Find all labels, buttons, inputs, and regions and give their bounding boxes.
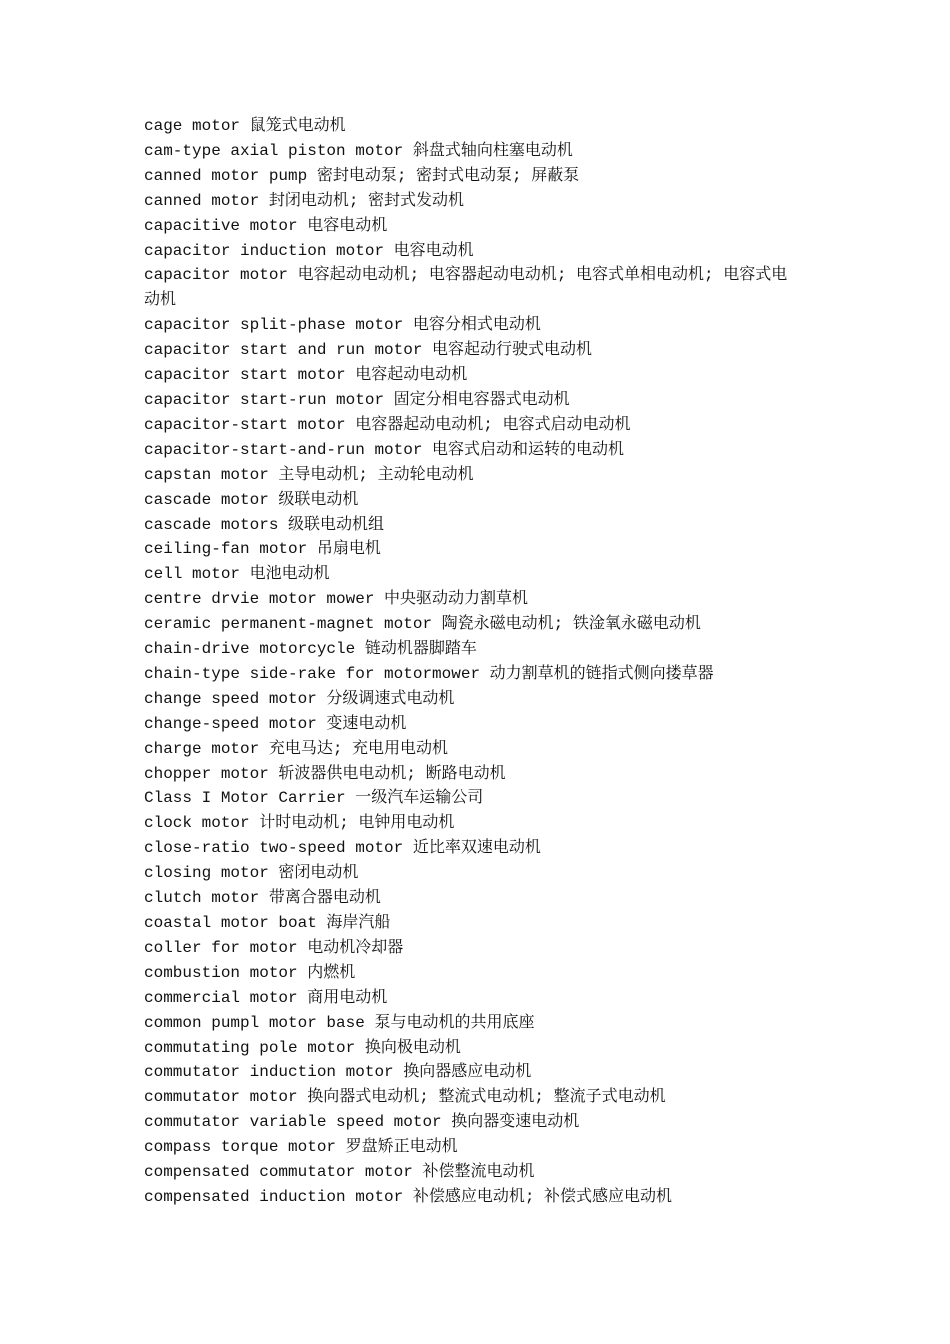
glossary-entry: centre drvie motor mower 中央驱动动力割草机 <box>144 590 529 609</box>
glossary-entry: capacitor motor 电容起动电动机; 电容器起动电动机; 电容式单相电动机; 电容式电动机 <box>144 266 788 310</box>
glossary-entry: capacitor start-run motor 固定分相电容器式电动机 <box>144 390 570 409</box>
glossary-entry: cascade motors 级联电动机组 <box>144 515 385 534</box>
glossary-entry: chain-drive motorcycle 链动机器脚踏车 <box>144 640 477 659</box>
glossary-entry: capacitor-start-and-run motor 电容式启动和运转的电动机 <box>144 440 625 459</box>
glossary-entry: change-speed motor 变速电动机 <box>144 714 407 733</box>
glossary-entry: capacitor start motor 电容起动电动机 <box>144 366 468 385</box>
glossary-entry: common pumpl motor base 泵与电动机的共用底座 <box>144 1013 535 1032</box>
glossary-entry: compensated commutator motor 补偿整流电动机 <box>144 1163 535 1182</box>
glossary-entry: Class I Motor Carrier 一级汽车运输公司 <box>144 789 484 808</box>
glossary-entry: compass torque motor 罗盘矫正电动机 <box>144 1138 458 1157</box>
glossary-entry: cascade motor 级联电动机 <box>144 490 359 509</box>
glossary-entry: capacitor-start motor 电容器起动电动机; 电容式启动电动机 <box>144 415 631 434</box>
glossary-entry: combustion motor 内燃机 <box>144 963 356 982</box>
glossary-entry: compensated induction motor 补偿感应电动机; 补偿式感应电动机 <box>144 1187 673 1206</box>
glossary-entry: closing motor 密闭电动机 <box>144 864 359 883</box>
glossary-entry: clutch motor 带离合器电动机 <box>144 889 381 908</box>
glossary-entry: capacitive motor 电容电动机 <box>144 216 388 235</box>
glossary-entry: commutating pole motor 换向极电动机 <box>144 1038 461 1057</box>
glossary-entry: commutator motor 换向器式电动机; 整流式电动机; 整流子式电动机 <box>144 1088 666 1107</box>
glossary-entry: chopper motor 斩波器供电电动机; 断路电动机 <box>144 764 506 783</box>
glossary-entry: close-ratio two-speed motor 近比率双速电动机 <box>144 839 541 858</box>
glossary-entry: ceramic permanent-magnet motor 陶瓷永磁电动机; 铁淦氧永磁电动机 <box>144 615 701 634</box>
glossary-entry: commercial motor 商用电动机 <box>144 988 388 1007</box>
glossary-entry: capstan motor 主导电动机; 主动轮电动机 <box>144 465 474 484</box>
glossary-entry: chain-type side-rake for motormower 动力割草机的链指式侧向搂草器 <box>144 664 714 683</box>
glossary-entry: capacitor start and run motor 电容起动行驶式电动机 <box>144 341 593 360</box>
glossary-entry: commutator variable speed motor 换向器变速电动机 <box>144 1113 580 1132</box>
glossary-entry: coller for motor 电动机冷却器 <box>144 938 404 957</box>
document-page <box>144 114 794 1210</box>
glossary-entry: cage motor 鼠笼式电动机 <box>144 117 346 135</box>
glossary-entry: change speed motor 分级调速式电动机 <box>144 689 455 708</box>
glossary-entry: cam-type axial piston motor 斜盘式轴向柱塞电动机 <box>144 141 573 160</box>
glossary-entry: ceiling-fan motor 吊扇电机 <box>144 540 381 559</box>
glossary-entry: cell motor 电池电动机 <box>144 565 330 584</box>
glossary-entry: canned motor pump 密封电动泵; 密封式电动泵; 屏蔽泵 <box>144 166 580 185</box>
glossary-entry: capacitor induction motor 电容电动机 <box>144 241 474 260</box>
glossary-entry: capacitor split-phase motor 电容分相式电动机 <box>144 316 541 335</box>
glossary-entry: commutator induction motor 换向器感应电动机 <box>144 1063 532 1082</box>
glossary-entry: canned motor 封闭电动机; 密封式发动机 <box>144 191 465 210</box>
glossary-entry: charge motor 充电马达; 充电用电动机 <box>144 739 449 758</box>
glossary-entry: coastal motor boat 海岸汽船 <box>144 914 391 932</box>
glossary-entry: clock motor 计时电动机; 电钟用电动机 <box>144 814 455 833</box>
